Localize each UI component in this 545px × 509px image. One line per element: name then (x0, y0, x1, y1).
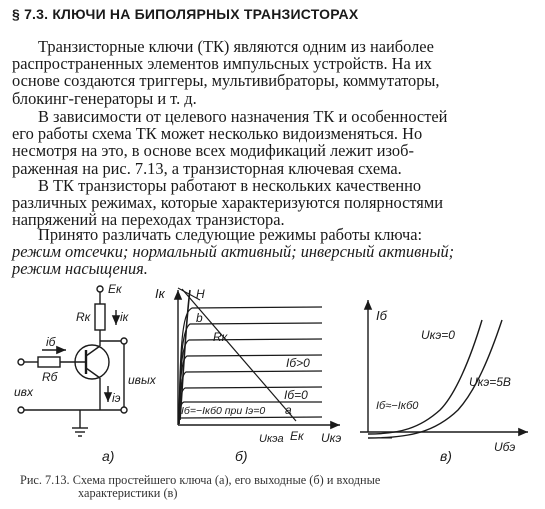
figure-a-sublabel: а) (102, 448, 115, 464)
circuit-diagram (18, 286, 127, 436)
chart-c-x-axis: Uбэ (494, 440, 516, 454)
paragraph-modes-list: Принято различать следующие режимы работы ключа: режим отсечки; нормальный активный; инверсный активный; режим насыщения. (12, 225, 455, 279)
chart-c-y-axis: Iб (376, 308, 387, 323)
chart-b-curve-ib-pos: Iб>0 (286, 356, 310, 370)
circuit-label-ik: iк (120, 310, 129, 324)
circuit-label-ie: iэ (112, 391, 121, 405)
circuit-label-rb: Rб (42, 370, 58, 384)
section-heading: § 7.3. КЛЮЧИ НА БИПОЛЯРНЫХ ТРАНЗИСТОРАХ (12, 6, 359, 22)
circuit-label-uvyx: uвых (128, 373, 156, 387)
chart-c-curve-ukeo: Uкэ=0 (421, 328, 455, 342)
circuit-label-uvx: uвх (14, 385, 33, 399)
paragraph-intro: Транзисторные ключи (ТК) являются одним из наиболее распространенных элементов импульсных устройств. На их основе создаются триггеры, мультивибраторы, коммутаторы, блокинг-генераторы и т. д. (12, 37, 440, 108)
chart-b-point-b: b (196, 311, 203, 325)
chart-b-tick-ukea: Uкэа (259, 433, 284, 445)
chart-b-cutoff-note: Iб=−Iкб0 при Iэ=0 (181, 405, 266, 417)
chart-b-tick-ek: Eк (290, 429, 304, 443)
circuit-label-rk: Rк (76, 310, 91, 324)
paragraph-modifications: В зависимости от целевого назначения ТК и особенностей его работы схема ТК может несколько видоизменяться. Но несмотря на это, в основе всех модификаций лежит изоб- раженная на рис. 7.13, а транзисторная ключевая схема. (12, 107, 448, 178)
chart-b-point-h: H (196, 287, 205, 301)
chart-c-ib-note: Iб≈−Iкб0 (376, 400, 419, 412)
paragraph-modes-intro: В ТК транзисторы работают в нескольких качественно различных режимах, которые характеризуются полярностями напряжений на переходах транзистора. (12, 176, 443, 230)
chart-b-y-axis: Iк (155, 286, 165, 301)
figure-b-sublabel: б) (235, 448, 248, 464)
circuit-label-ib: iб (46, 335, 56, 349)
figure-caption: Рис. 7.13. Схема простейшего ключа (а), его выходные (б) и входные характеристики (в) (20, 473, 381, 500)
figure-c-sublabel: в) (440, 448, 452, 464)
chart-c-curve-uke5: Uкэ=5В (469, 375, 511, 389)
chart-b-x-axis: Uкэ (321, 431, 342, 445)
circuit-label-ek: Eк (108, 282, 122, 296)
chart-b-point-a: a (285, 403, 292, 417)
chart-b-curve-ib-zero: Iб=0 (284, 388, 308, 402)
chart-b-load-line-label: Rк (213, 330, 228, 344)
